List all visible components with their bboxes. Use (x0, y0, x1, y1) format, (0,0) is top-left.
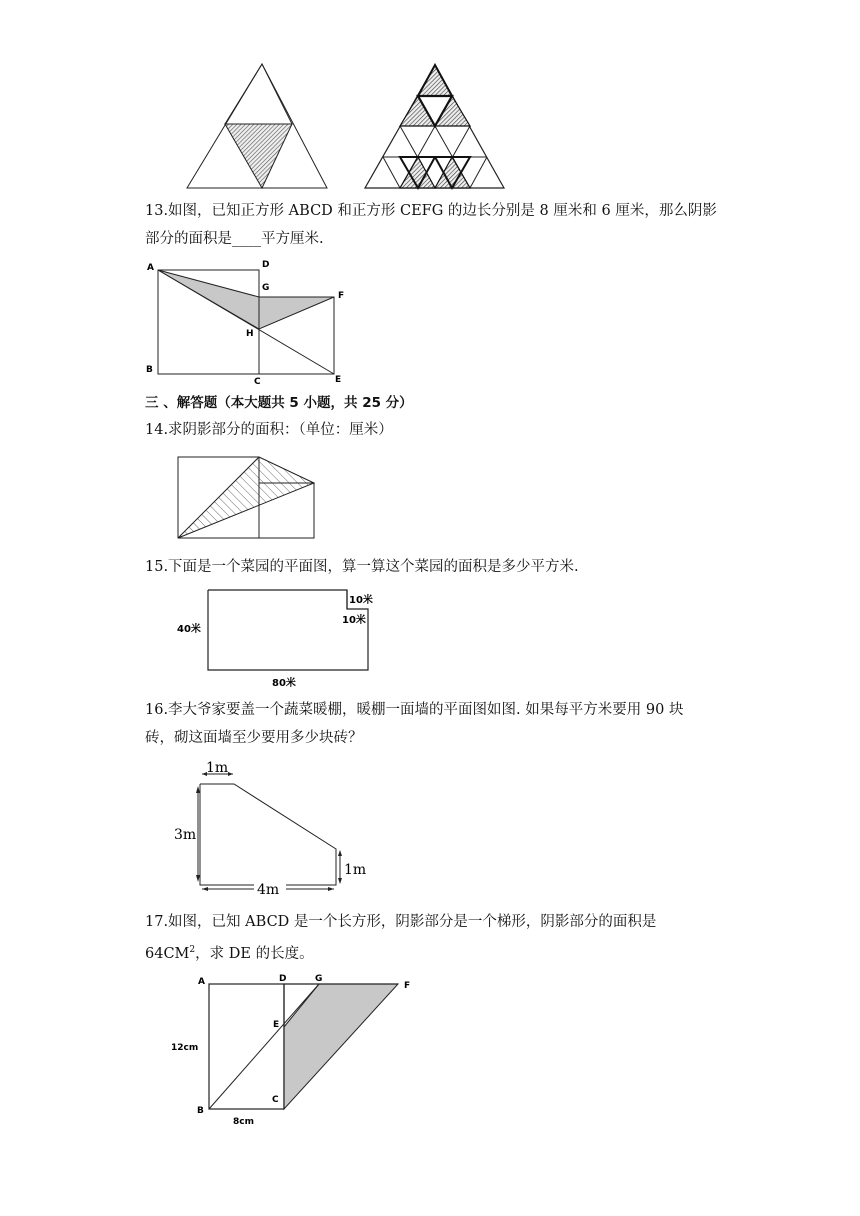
q15-text: 15.下面是一个菜园的平面图，算一算这个菜园的面积是多少平方米. (145, 559, 579, 575)
q13-figure (145, 258, 360, 388)
q15-label-bottom: 80米 (272, 678, 296, 689)
q13-text-line1: 13.如图，已知正方形 ABCD 和正方形 CEFG 的边长分别是 8 厘米和 6 厘米，那么阴影 (145, 203, 717, 219)
q13-label-d: D (262, 260, 270, 270)
q13-label-h: H (246, 329, 254, 339)
q14-figure (176, 455, 316, 540)
q13-label-a: A (147, 263, 154, 273)
q13-label-b: B (146, 365, 153, 375)
q13-label-e: E (335, 375, 342, 385)
q17-text-line2 (145, 940, 314, 964)
q15-figure (175, 587, 385, 692)
q17-label-f: F (404, 981, 411, 991)
q17-text-rest: ，求 DE 的长度。 (195, 945, 314, 962)
q16-label-bottom: 4m (257, 882, 280, 898)
q17-label-c: C (272, 1095, 279, 1105)
q17-area-exponent: 2 (189, 945, 196, 955)
q16-text-line2: 砖，砌这面墙至少要用多少块砖？ (145, 730, 363, 746)
q15-label-left: 40米 (177, 624, 201, 635)
q13-text-line2: 部分的面积是____平方厘米. (145, 231, 324, 247)
q17-label-b: B (197, 1106, 204, 1116)
q17-area-value: 64CM (145, 945, 190, 962)
section-heading: 三 、解答题（本大题共 5 小题，共 25 分） (145, 395, 413, 411)
q13-label-c: C (254, 377, 261, 387)
q17-label-a: A (198, 977, 205, 987)
q16-label-right: 1m (344, 862, 367, 878)
q16-figure (170, 760, 380, 898)
triangle-figure-right (362, 62, 512, 192)
q17-label-e: E (273, 1020, 280, 1030)
triangle-figure-left (180, 62, 330, 192)
q16-label-left: 3m (174, 827, 197, 843)
q17-label-bottom: 8cm (233, 1117, 254, 1127)
q14-text: 14.求阴影部分的面积：（单位：厘米） (145, 422, 393, 438)
q15-label-notch-side: 10米 (342, 615, 366, 626)
q17-label-g: G (315, 974, 323, 984)
q15-label-notch-top: 10米 (349, 595, 373, 606)
q13-label-f: F (338, 291, 345, 301)
q17-text-line1: 17.如图，已知 ABCD 是一个长方形，阴影部分是一个梯形，阴影部分的面积是 (145, 914, 657, 930)
q17-label-d: D (279, 974, 287, 984)
q13-label-g: G (262, 283, 270, 293)
q17-figure (170, 972, 420, 1132)
q17-label-side: 12cm (171, 1043, 199, 1053)
q16-label-top: 1m (206, 760, 229, 776)
q16-text-line1: 16.李大爷家要盖一个蔬菜暖棚，暖棚一面墙的平面图如图. 如果每平方米要用 90 块 (145, 702, 684, 718)
